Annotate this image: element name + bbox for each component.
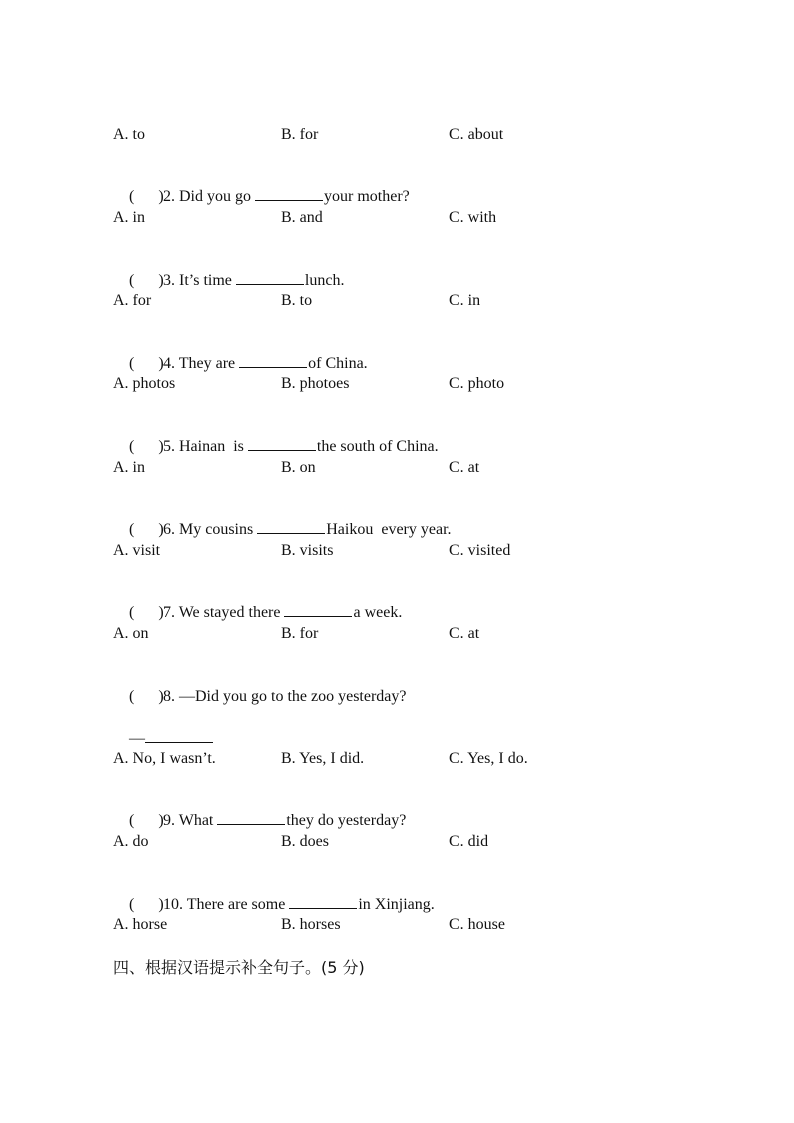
q4-option-c: C. photo xyxy=(449,375,505,392)
question-2 xyxy=(113,166,410,227)
q6-option-a: A. visit xyxy=(113,542,161,559)
q7-option-b: B. for xyxy=(281,625,319,642)
answer-paren[interactable]: ( ) xyxy=(129,272,164,289)
question-text-post: of China. xyxy=(308,355,368,372)
question-7 xyxy=(113,582,402,643)
q8-option-b: B. Yes, I did. xyxy=(281,750,365,767)
answer-paren[interactable]: ( ) xyxy=(129,188,164,205)
q6-option-c: C. visited xyxy=(449,542,511,559)
q8-option-c: C. Yes, I do. xyxy=(449,750,528,767)
answer-paren[interactable]: ( ) xyxy=(129,355,164,372)
q5-option-c: C. at xyxy=(449,459,480,476)
q1-option-c: C. about xyxy=(449,126,504,143)
question-text-post: they do yesterday? xyxy=(286,812,407,829)
question-text-pre: 4. They are xyxy=(163,355,240,372)
q10-option-a: A. horse xyxy=(113,916,168,933)
q5-option-b: B. on xyxy=(281,459,316,476)
fill-blank xyxy=(248,436,316,451)
q9-option-c: C. did xyxy=(449,833,489,850)
fill-blank xyxy=(257,519,325,534)
question-text-post: lunch. xyxy=(304,272,345,289)
q4-option-a: A. photos xyxy=(113,375,176,392)
dialogue-dash: — xyxy=(129,730,145,747)
answer-paren[interactable]: ( ) xyxy=(129,812,164,829)
question-9 xyxy=(113,790,406,851)
question-text: 8. —Did you go to the zoo yesterday? xyxy=(163,688,407,705)
fill-blank xyxy=(239,353,307,368)
question-text-post: a week. xyxy=(353,604,403,621)
fill-blank xyxy=(284,602,352,617)
question-text-pre: 10. There are some xyxy=(163,896,290,913)
q9-option-b: B. does xyxy=(281,833,329,850)
answer-paren[interactable]: ( ) xyxy=(129,521,164,538)
q2-option-c: C. with xyxy=(449,209,497,226)
section-4-heading: 四、根据汉语提示补全句子。(5 分) xyxy=(113,958,365,977)
fill-blank xyxy=(145,728,213,743)
q2-option-b: B. and xyxy=(281,209,323,226)
q10-option-b: B. horses xyxy=(281,916,341,933)
q3-option-c: C. in xyxy=(449,292,481,309)
question-text-pre: 5. Hainan is xyxy=(163,438,248,455)
q10-option-c: C. house xyxy=(449,916,505,933)
question-text-post: the south of China. xyxy=(316,438,439,455)
q6-option-b: B. visits xyxy=(281,542,334,559)
q9-option-a: A. do xyxy=(113,833,149,850)
fill-blank xyxy=(289,894,357,909)
fill-blank xyxy=(217,810,285,825)
question-text-post: your mother? xyxy=(324,188,410,205)
question-text-pre: 9. What xyxy=(163,812,218,829)
question-5 xyxy=(113,416,439,477)
q7-option-a: A. on xyxy=(113,625,149,642)
answer-paren[interactable]: ( ) xyxy=(129,438,164,455)
answer-paren[interactable]: ( ) xyxy=(129,604,164,621)
q7-option-c: C. at xyxy=(449,625,480,642)
q3-option-b: B. to xyxy=(281,292,313,309)
question-text-pre: 7. We stayed there xyxy=(163,604,285,621)
question-text-pre: 3. It’s time xyxy=(163,272,236,289)
question-text-post: Haikou every year. xyxy=(326,521,452,538)
question-text-post: in Xinjiang. xyxy=(358,896,435,913)
answer-paren[interactable]: ( ) xyxy=(129,896,164,913)
answer-paren[interactable]: ( ) xyxy=(129,688,164,705)
q2-option-a: A. in xyxy=(113,209,145,226)
q4-option-b: B. photoes xyxy=(281,375,350,392)
q1-option-b: B. for xyxy=(281,126,319,143)
fill-blank xyxy=(255,186,323,201)
q3-option-a: A. for xyxy=(113,292,152,309)
question-text-pre: 2. Did you go xyxy=(163,188,255,205)
q8-option-a: A. No, I wasn’t. xyxy=(113,750,216,767)
fill-blank xyxy=(236,270,304,285)
q5-option-a: A. in xyxy=(113,459,145,476)
q1-option-a: A. to xyxy=(113,126,145,143)
question-text-pre: 6. My cousins xyxy=(163,521,258,538)
